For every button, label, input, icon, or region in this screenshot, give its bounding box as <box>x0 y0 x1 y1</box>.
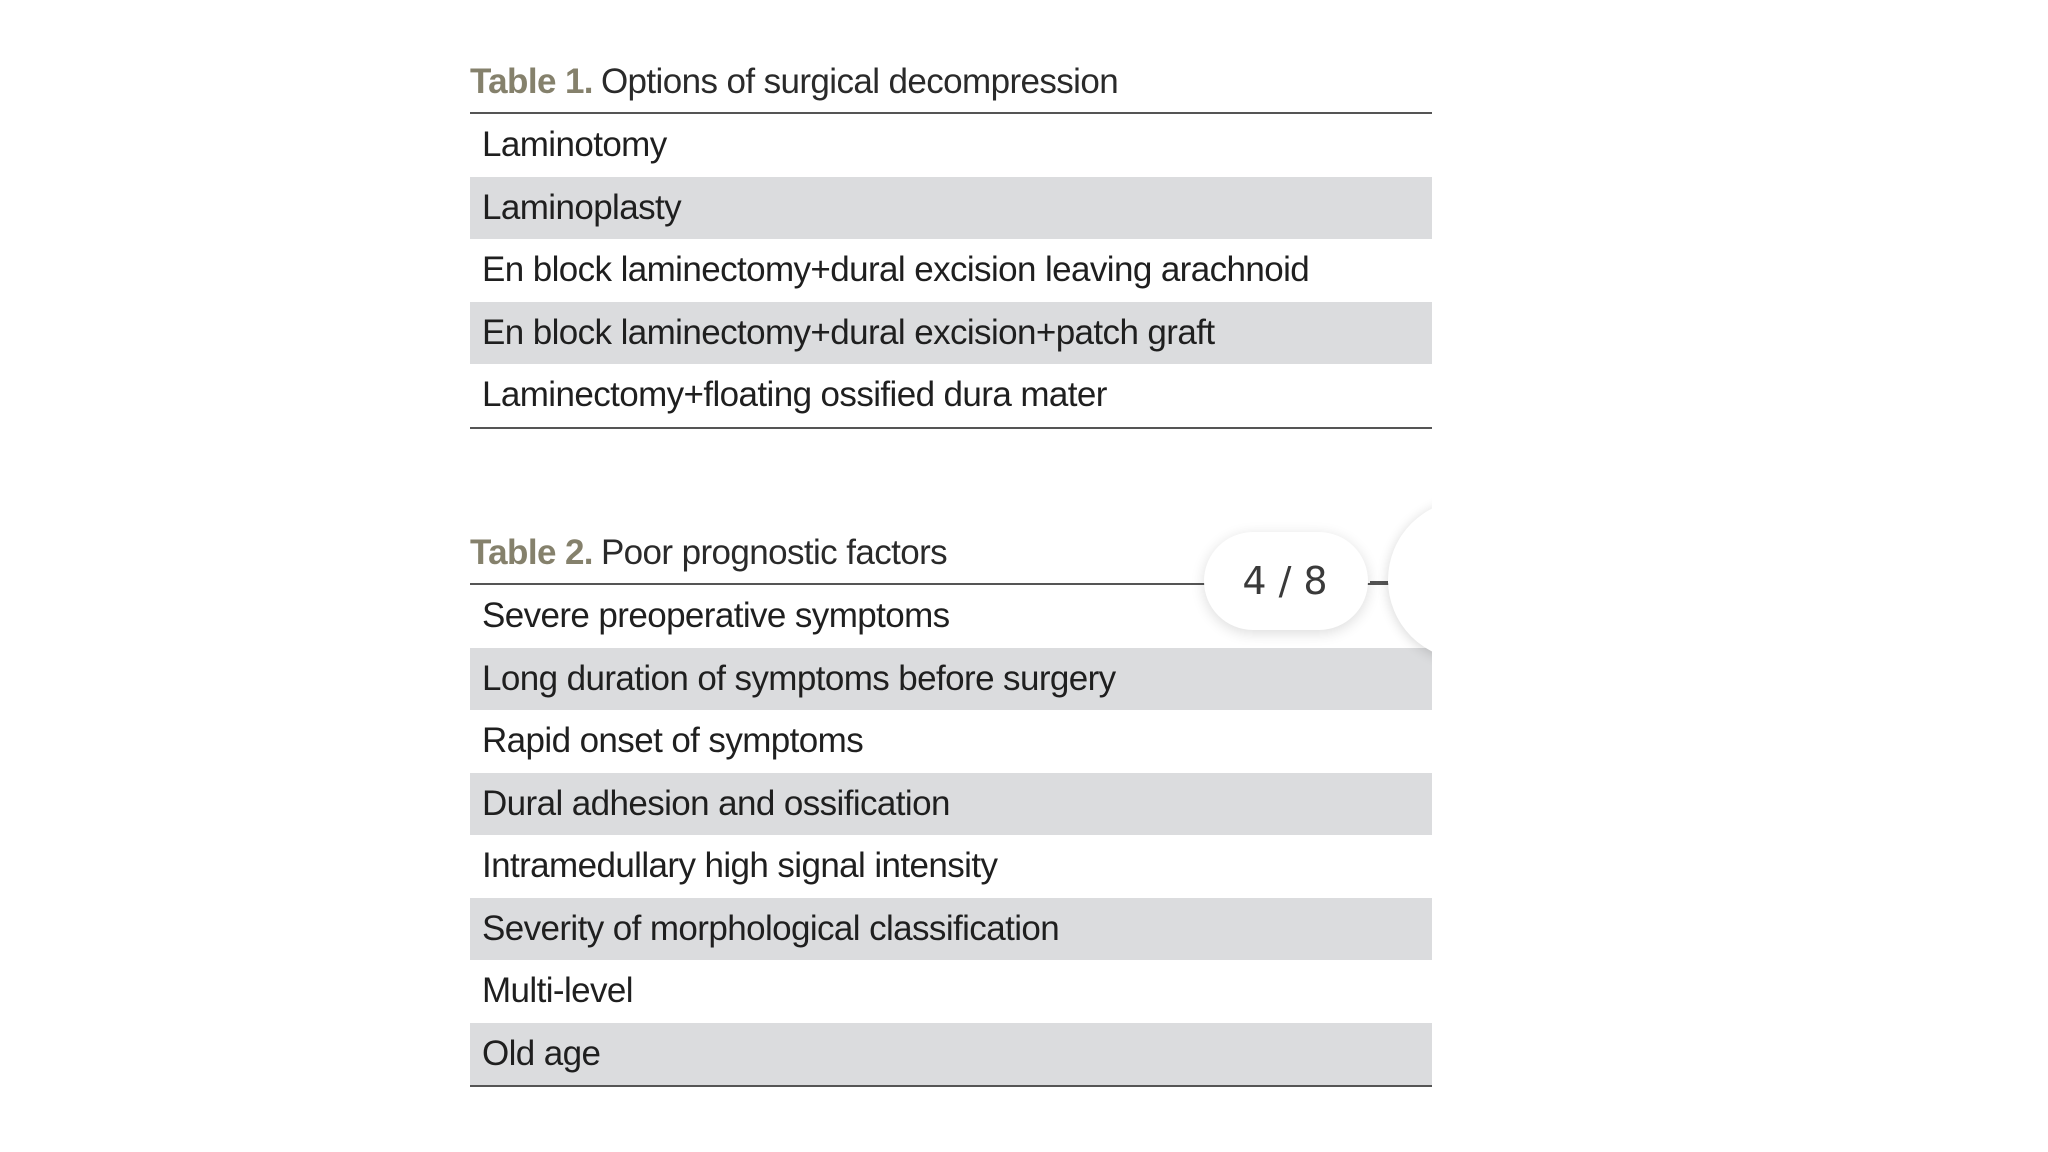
table-body <box>470 114 1432 429</box>
table-caption <box>470 52 1432 114</box>
next-page-button[interactable] <box>1388 500 1432 660</box>
table-number: Table 2. <box>470 533 593 572</box>
table-row: En block laminectomy+dural excision+patch graft <box>470 302 1432 365</box>
table-body <box>470 585 1432 1087</box>
table-row: Multi-level <box>482 971 633 1010</box>
table-number: Table 1. <box>470 62 593 101</box>
table-row: Severe preoperative symptoms <box>482 596 950 635</box>
table-row: Long duration of symptoms before surgery <box>470 648 1432 711</box>
table-row: Old age <box>470 1023 1432 1086</box>
table-title: Poor prognostic factors <box>600 533 948 572</box>
table-row: Rapid onset of symptoms <box>482 721 864 760</box>
table-1 <box>470 52 1432 429</box>
table-row: Severity of morphological classification <box>470 898 1432 961</box>
table-title: Options of surgical decompression <box>600 62 1119 101</box>
table-row: Intramedullary high signal intensity <box>482 846 998 885</box>
page-separator: / <box>1278 559 1294 603</box>
table-row: Laminoplasty <box>470 177 1432 240</box>
current-page: 4 <box>1242 559 1269 603</box>
total-pages: 8 <box>1303 559 1330 603</box>
table-row: Laminotomy <box>482 125 667 164</box>
page-counter[interactable] <box>1204 532 1368 630</box>
next-page-button-clip <box>1378 490 1432 670</box>
table-row: Laminectomy+floating ossified dura mater <box>482 375 1107 414</box>
table-row: En block laminectomy+dural excision leaving arachnoid <box>482 250 1310 289</box>
table-row: Dural adhesion and ossification <box>470 773 1432 836</box>
